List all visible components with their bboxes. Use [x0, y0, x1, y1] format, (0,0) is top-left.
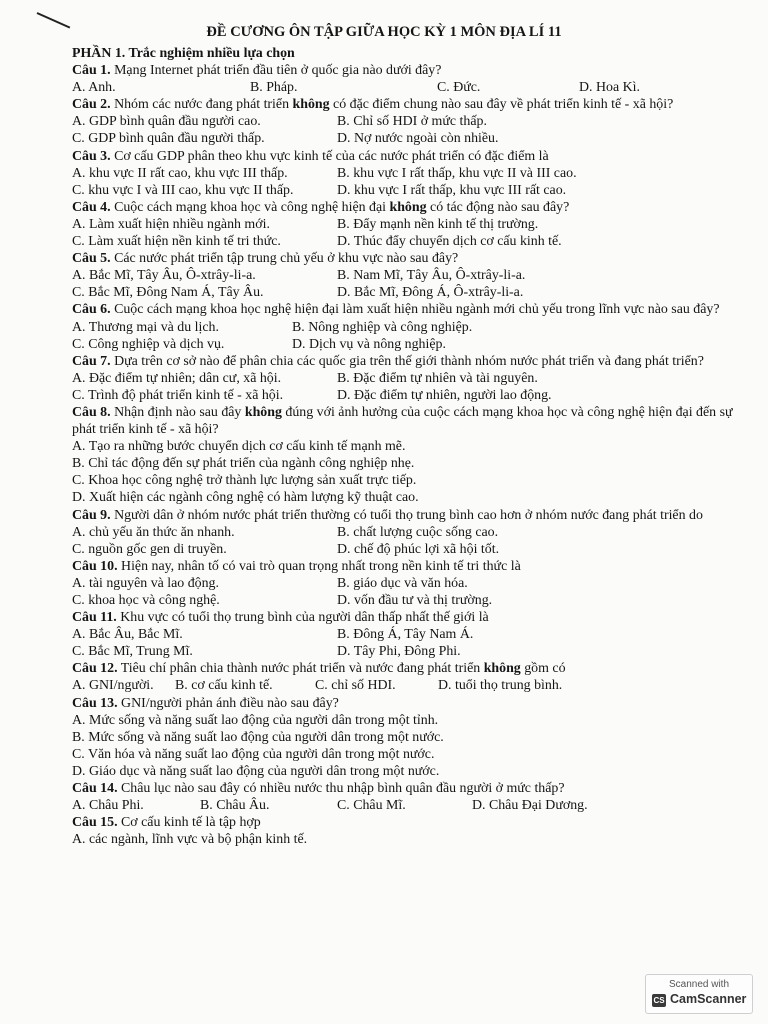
option: B. chất lượng cuộc sống cao. [337, 524, 499, 540]
question [72, 609, 736, 626]
option-row [72, 387, 736, 404]
option: C. nguồn gốc gen di truyền. [72, 541, 227, 557]
option: D. khu vực I rất thấp, khu vực III rất cao. [337, 182, 567, 198]
option-row [72, 319, 736, 336]
question [72, 250, 736, 267]
option: A. Mức sống và năng suất lao động của người dân trong một tỉnh. [72, 712, 439, 728]
option: D. Thúc đẩy chuyển dịch cơ cấu kinh tế. [337, 234, 562, 250]
option: D. Giáo dục và năng suất lao động của người dân trong một nước. [72, 763, 440, 779]
option: B. Pháp. [250, 80, 298, 96]
option: D. Tây Phi, Đông Phi. [337, 644, 461, 660]
question-number: Câu 2. [72, 97, 111, 113]
question-text: có tác động nào sau đây? [426, 199, 570, 215]
question-text: Cơ cấu kinh tế là tập hợp [121, 815, 261, 831]
option: D. chế độ phúc lợi xã hội tốt. [337, 541, 500, 557]
option: B. Mức sống và năng suất lao động của người dân trong một nước. [72, 729, 444, 745]
question [72, 660, 736, 677]
option-row [72, 677, 736, 694]
question-number: Câu 3. [72, 148, 111, 164]
question-emphasis: không [244, 404, 282, 420]
option-row [72, 79, 736, 96]
question [72, 507, 736, 524]
question [72, 814, 736, 831]
option: D. Đặc điểm tự nhiên, người lao động. [337, 387, 552, 403]
option: C. GDP bình quân đầu người thấp. [72, 131, 265, 147]
option: D. vốn đầu tư và thị trường. [337, 593, 493, 608]
option-row [72, 284, 736, 301]
option: A. các ngành, lĩnh vực và bộ phận kinh tế. [72, 832, 308, 848]
option: A. Bắc Mĩ, Tây Âu, Ô-xtrây-li-a. [72, 268, 256, 284]
question-text: Người dân ở nhóm nước phát triển thường có tuổi thọ trung bình cao hơn ở nhóm nước đang phát triển do [114, 507, 703, 523]
option: C. Khoa học công nghệ trở thành lực lượng sản xuất trực tiếp. [72, 473, 417, 489]
question-list [72, 45, 736, 848]
question [72, 96, 736, 113]
question-number: Câu 4. [72, 199, 111, 215]
option: A. GNI/người. [72, 678, 154, 694]
option: A. Đặc điểm tự nhiên; dân cư, xã hội. [72, 370, 282, 386]
question-text: Cuộc cách mạng khoa học nghệ hiện đại làm xuất hiện nhiều ngành mới chủ yếu trong lĩnh vực nào sau đây? [114, 302, 720, 318]
option: A. GDP bình quân đầu người cao. [72, 114, 261, 130]
question-number: Câu 7. [72, 353, 111, 369]
option: C. Bắc Mĩ, Trung Mĩ. [72, 644, 193, 660]
option: D. Xuất hiện các ngành công nghệ có hàm lượng kỹ thuật cao. [72, 490, 419, 506]
question-emphasis: không [483, 661, 521, 677]
option: C. Trình độ phát triển kinh tế - xã hội. [72, 387, 284, 403]
question-text: Dựa trên cơ sở nào để phân chia các quốc gia trên thế giới thành nhóm nước phát triển và đang phát triển? [114, 353, 704, 369]
option: B. Đông Á, Tây Nam Á. [337, 627, 474, 643]
question-text: Tiêu chí phân chia thành nước phát triển và nước đang phát triển [120, 661, 484, 677]
option: D. tuổi thọ trung bình. [438, 678, 563, 694]
question-number: Câu 11. [72, 610, 117, 626]
option: B. giáo dục và văn hóa. [337, 575, 468, 591]
part-heading: PHẦN 1. Trắc nghiệm nhiều lựa chọn [72, 46, 295, 61]
question-text: GNI/người phản ánh điều nào sau đây? [121, 695, 339, 711]
option-row [72, 575, 736, 592]
option: C. Châu Mĩ. [337, 798, 406, 814]
question-emphasis: không [292, 97, 330, 113]
question-number: Câu 13. [72, 695, 118, 711]
option: C. khu vực I và III cao, khu vực II thấp. [72, 182, 294, 198]
option: C. Làm xuất hiện nền kinh tế tri thức. [72, 234, 281, 250]
question-text: gồm có [520, 661, 566, 677]
option-row [72, 165, 736, 182]
option: D. Nợ nước ngoài còn nhiều. [337, 131, 499, 147]
option: A. chủ yếu ăn thức ăn nhanh. [72, 524, 235, 540]
question [72, 780, 736, 797]
question-number: Câu 15. [72, 815, 118, 831]
option-row [72, 336, 736, 353]
camscanner-watermark [645, 974, 753, 1014]
question-number: Câu 12. [72, 661, 118, 677]
question-number: Câu 5. [72, 251, 111, 267]
option-row [72, 216, 736, 233]
option: B. khu vực I rất thấp, khu vực II và III cao. [337, 165, 577, 181]
question [72, 62, 736, 79]
option: A. Anh. [72, 80, 116, 96]
question-text: Châu lục nào sau đây có nhiều nước thu nhập bình quân đầu người ở mức thấp? [121, 781, 565, 797]
option: A. Châu Phi. [72, 798, 144, 814]
option-row [72, 113, 736, 130]
question-text: Hiện nay, nhân tố có vai trò quan trọng nhất trong nền kinh tế tri thức là [121, 558, 521, 574]
question-text: Khu vực có tuổi thọ trung bình của người dân thấp nhất thế giới là [120, 610, 489, 626]
option: A. Thương mại và du lịch. [72, 319, 219, 335]
option-row [72, 541, 736, 558]
option: C. Đức. [437, 80, 481, 96]
option: B. cơ cấu kinh tế. [175, 678, 273, 694]
question [72, 353, 736, 370]
option: C. chỉ số HDI. [315, 678, 396, 694]
option-row [72, 524, 736, 541]
question-text: đúng với ảnh hưởng của cuộc cách mạng khoa học và công nghệ hiện đại đến sự phát triển kinh tế - xã hội? [72, 404, 733, 438]
question-number: Câu 9. [72, 507, 111, 523]
option: D. Châu Đại Dương. [472, 798, 588, 814]
document-title: ĐỀ CƯƠNG ÔN TẬP GIỮA HỌC KỲ 1 MÔN ĐỊA LÍ 11 [206, 24, 562, 40]
option: D. Dịch vụ và nông nghiệp. [292, 336, 446, 352]
option-row [72, 592, 736, 609]
question [72, 199, 736, 216]
option: B. Châu Âu. [200, 798, 270, 814]
question-text: Nhóm các nước đang phát triển [114, 97, 293, 113]
option: C. khoa học và công nghệ. [72, 593, 220, 608]
question [72, 695, 736, 712]
option: D. Hoa Kì. [579, 80, 640, 96]
option: B. Chỉ số HDI ở mức thấp. [337, 114, 487, 130]
option-row [72, 626, 736, 643]
question-emphasis: không [389, 199, 427, 215]
option-row [72, 130, 736, 147]
option: B. Chỉ tác động đến sự phát triển của ngành công nghiệp nhẹ. [72, 456, 415, 472]
question-text: Cơ cấu GDP phân theo khu vực kinh tế của các nước phát triển có đặc điểm là [114, 148, 549, 164]
question [72, 301, 736, 318]
camscanner-logo-icon: CS [653, 996, 665, 1005]
option: A. Tạo ra những bước chuyển dịch cơ cấu kinh tế mạnh mẽ. [72, 439, 406, 455]
option: B. Đẩy mạnh nền kinh tế thị trường. [337, 216, 539, 232]
option: B. Nông nghiệp và công nghiệp. [292, 319, 473, 335]
question-number: Câu 10. [72, 558, 118, 574]
watermark-brand: CamScanner [670, 992, 747, 1006]
option-row [72, 267, 736, 284]
option: B. Nam Mĩ, Tây Âu, Ô-xtrây-li-a. [337, 268, 526, 284]
option: A. Bắc Âu, Bắc Mĩ. [72, 627, 183, 643]
question [72, 404, 736, 438]
option: C. Văn hóa và năng suất lao động của người dân trong một nước. [72, 746, 435, 762]
option-row [72, 643, 736, 660]
option: C. Công nghiệp và dịch vụ. [72, 336, 225, 352]
option: B. Đặc điểm tự nhiên và tài nguyên. [337, 370, 538, 386]
question-number: Câu 1. [72, 63, 111, 79]
question-text: Mạng Internet phát triển đầu tiên ở quốc gia nào dưới đây? [114, 63, 442, 79]
question-number: Câu 14. [72, 781, 118, 797]
question [72, 558, 736, 575]
option-row [72, 370, 736, 387]
question-number: Câu 8. [72, 404, 111, 420]
option-row [72, 182, 736, 199]
option-row [72, 797, 736, 814]
option: A. Làm xuất hiện nhiều ngành mới. [72, 216, 270, 232]
option: A. khu vực II rất cao, khu vực III thấp. [72, 165, 288, 181]
watermark-caption: Scanned with [668, 979, 730, 990]
question-text: Cuộc cách mạng khoa học và công nghệ hiện đại [114, 199, 390, 215]
question-number: Câu 6. [72, 302, 111, 318]
question-text: có đặc điểm chung nào sau đây về phát triển kinh tế - xã hội? [329, 97, 674, 113]
question-text: Các nước phát triển tập trung chủ yếu ở khu vực nào sau đây? [114, 251, 459, 267]
option: D. Bắc Mĩ, Đông Á, Ô-xtrây-li-a. [337, 285, 524, 301]
option: C. Bắc Mĩ, Đông Nam Á, Tây Âu. [72, 285, 264, 301]
option: A. tài nguyên và lao động. [72, 575, 219, 591]
option-row [72, 233, 736, 250]
question-text: Nhận định nào sau đây [114, 404, 245, 420]
question [72, 148, 736, 165]
